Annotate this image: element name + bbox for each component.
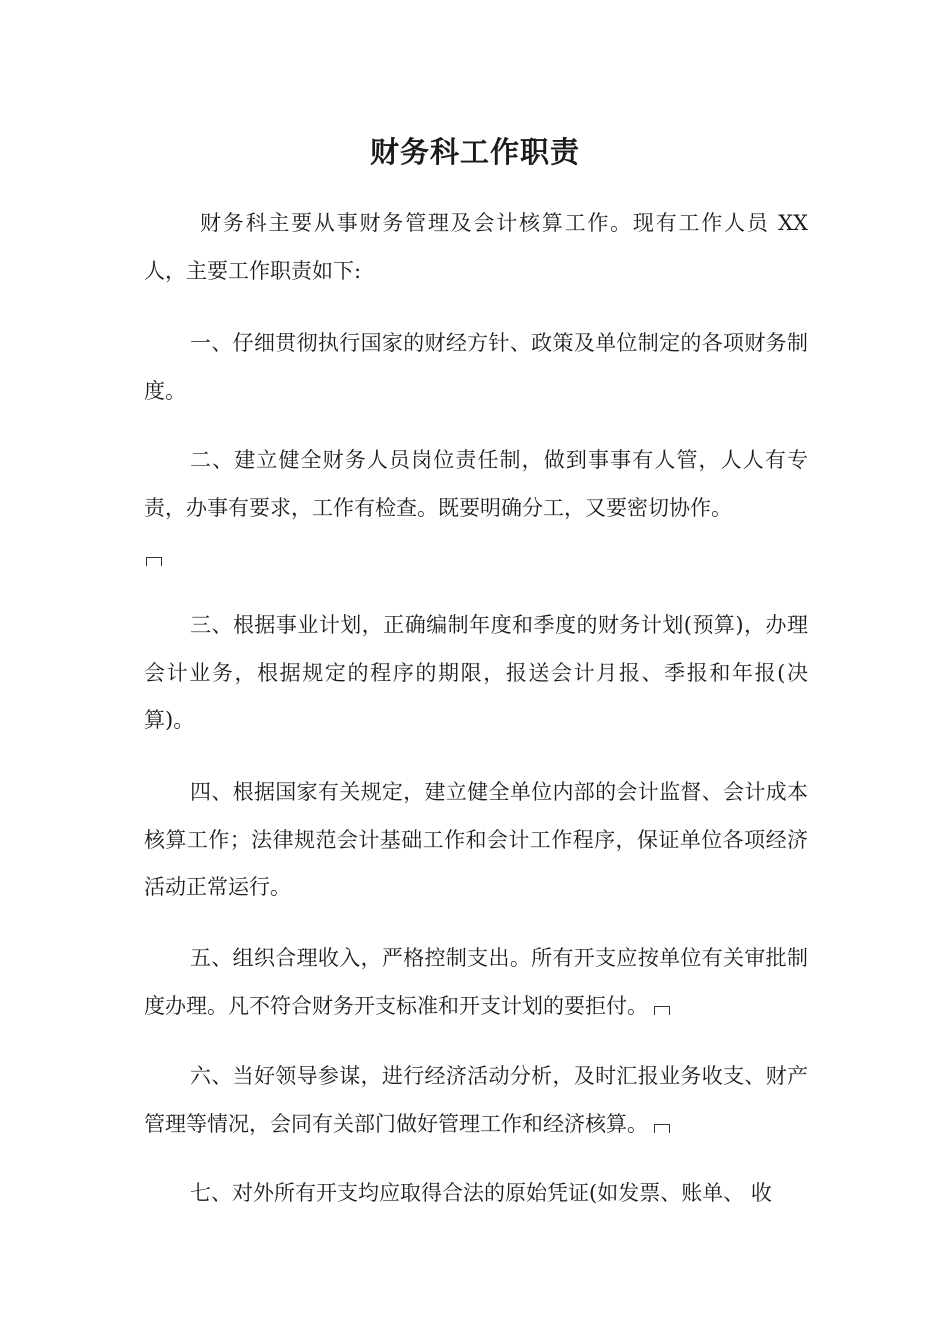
duty-item-3: 三、根据事业计划，正确编制年度和季度的财务计划(预算)，办理会计业务，根据规定的程序的期限，报送会计月报、季报和年报(决算)。 [144,613,808,732]
duty-item-6 [144,1053,808,1148]
paragraph-mark-icon [144,552,164,566]
duty-item-4: 四、根据国家有关规定，建立健全单位内部的会计监督、会计成本核算工作；法律规范会计基础工作和会计工作程序，保证单位各项经济活动正常运行。 [144,780,808,899]
page-title: 财务科工作职责 [369,135,580,169]
intro-paragraph: 财务科主要从事财务管理及会计核算工作。现有工作人员 XX 人，主要工作职责如下: [144,211,808,283]
duty-item-5 [144,935,808,1030]
duty-item-2: 二、建立健全财务人员岗位责任制，做到事事有人管，人人有专责，办事有要求，工作有检查。既要明确分工，又要密切协作。 [144,448,808,520]
duty-item-1: 一、仔细贯彻执行国家的财经方针、政策及单位制定的各项财务制度。 [144,331,808,403]
duty-item-7: 七、对外所有开支均应取得合法的原始凭证(如发票、账单、 收 [190,1181,772,1205]
duty-item-5-text: 五、组织合理收入，严格控制支出。所有开支应按单位有关审批制度办理。凡不符合财务开支标准和开支计划的要拒付。 [144,946,808,1018]
duty-item-6-text: 六、当好领导参谋，进行经济活动分析，及时汇报业务收支、财产管理等情况，会同有关部门做好管理工作和经济核算。 [144,1064,808,1136]
paragraph-mark-icon [652,1119,672,1133]
paragraph-mark-icon [652,1001,672,1015]
